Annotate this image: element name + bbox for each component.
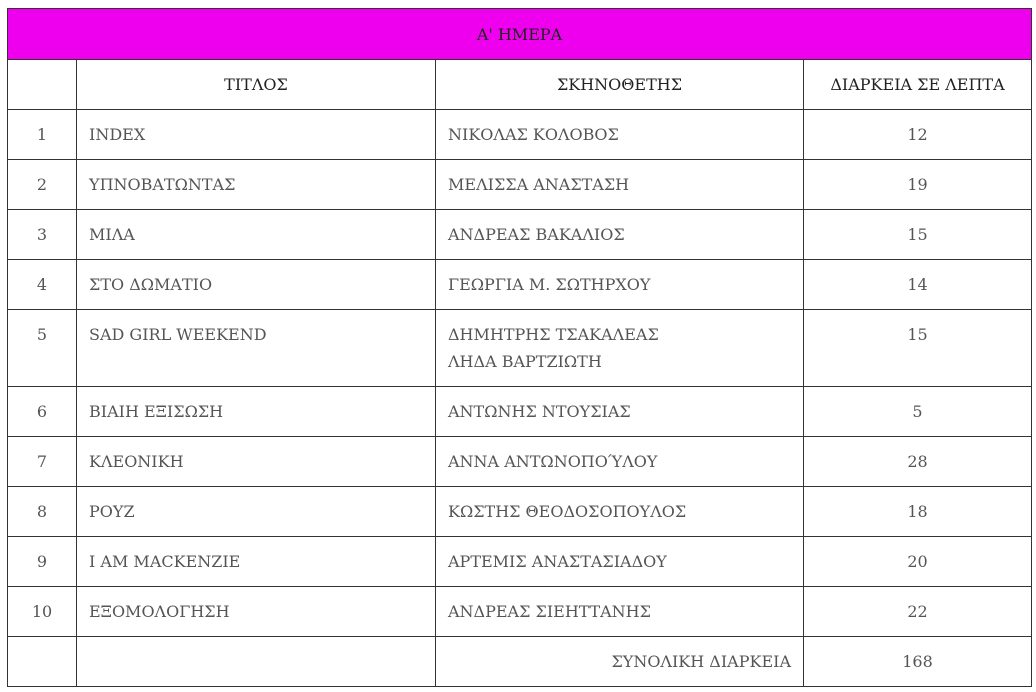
film-title: ΣΤΟ ΔΩΜΑΤΙΟ [77, 260, 436, 310]
director-name: ΑΝΔΡΕΑΣ ΒΑΚΑΛΙΟΣ [448, 225, 625, 244]
row-number: 9 [8, 537, 77, 587]
director-cell [436, 260, 804, 310]
director-name: ΚΩΣΤΗΣ ΘΕΟΔΟΣΟΠΟΥΛΟΣ [448, 502, 687, 521]
director-cell [436, 210, 804, 260]
table-row [8, 487, 1032, 537]
director-cell [436, 487, 804, 537]
duration-value: 15 [804, 310, 1032, 387]
row-number: 10 [8, 587, 77, 637]
row-number: 7 [8, 437, 77, 487]
column-header-row [8, 60, 1032, 110]
film-title: I AM MACKENZIE [77, 537, 436, 587]
duration-value: 5 [804, 387, 1032, 437]
film-title: ΕΞΟΜΟΛΟΓΗΣΗ [77, 587, 436, 637]
duration-value: 14 [804, 260, 1032, 310]
director-name: ΔΗΜΗΤΡΗΣ ΤΣΑΚΑΛΕΑΣ [448, 325, 659, 344]
row-number: 1 [8, 110, 77, 160]
duration-value: 12 [804, 110, 1032, 160]
duration-value: 19 [804, 160, 1032, 210]
duration-value: 18 [804, 487, 1032, 537]
table-row [8, 587, 1032, 637]
duration-value: 20 [804, 537, 1032, 587]
schedule-table [7, 8, 1032, 687]
total-empty-cell [77, 637, 436, 687]
table-row [8, 260, 1032, 310]
total-label: ΣΥΝΟΛΙΚΗ ΔΙΑΡΚΕΙΑ [436, 637, 804, 687]
film-title: ΚΛΕΟΝΙΚΗ [77, 437, 436, 487]
table-row [8, 437, 1032, 487]
film-title: ΜΙΛΑ [77, 210, 436, 260]
duration-value: 22 [804, 587, 1032, 637]
director-name: ΑΝΔΡΕΑΣ ΣΙΕΗΤΤΑΝΗΣ [448, 602, 651, 621]
film-title: ΒΙΑΙΗ ΕΞΙΣΩΣΗ [77, 387, 436, 437]
director-name: ΑΡΤΕΜΙΣ ΑΝΑΣΤΑΣΙΑΔΟΥ [448, 552, 667, 571]
table-row [8, 387, 1032, 437]
day-header: Α' ΗΜΕΡΑ [8, 9, 1032, 60]
total-empty-cell [8, 637, 77, 687]
director-name: ΓΕΩΡΓΙΑ Μ. ΣΩΤΗΡΧΟΥ [448, 275, 651, 294]
column-header-number [8, 60, 77, 110]
director-cell [436, 437, 804, 487]
duration-value: 28 [804, 437, 1032, 487]
director-name: ΝΙΚΟΛΑΣ ΚΟΛΟΒΟΣ [448, 125, 619, 144]
column-header-director: ΣΚΗΝΟΘΕΤΗΣ [436, 60, 804, 110]
row-number: 5 [8, 310, 77, 387]
director-cell [436, 110, 804, 160]
film-title: ΡΟΥΖ [77, 487, 436, 537]
director-name: ΜΕΛΙΣΣΑ ΑΝΑΣΤΑΣΗ [448, 175, 630, 194]
director-cell [436, 537, 804, 587]
director-cell [436, 587, 804, 637]
table-row [8, 110, 1032, 160]
director-name: ΑΝΤΩΝΗΣ ΝΤΟΥΣΙΑΣ [448, 402, 631, 421]
row-number: 4 [8, 260, 77, 310]
row-number: 3 [8, 210, 77, 260]
table-row [8, 537, 1032, 587]
duration-value: 15 [804, 210, 1032, 260]
column-header-title: ΤΙΤΛΟΣ [77, 60, 436, 110]
column-header-duration: ΔΙΑΡΚΕΙΑ ΣΕ ΛΕΠΤΑ [804, 60, 1032, 110]
row-number: 8 [8, 487, 77, 537]
director-cell [436, 160, 804, 210]
table-row [8, 160, 1032, 210]
row-number: 6 [8, 387, 77, 437]
film-title: SAD GIRL WEEKEND [77, 310, 436, 387]
table-row [8, 310, 1032, 387]
total-value: 168 [804, 637, 1032, 687]
director-cell [436, 310, 804, 387]
row-number: 2 [8, 160, 77, 210]
director-name: ΛΗΔΑ ΒΑΡΤΖΙΩΤΗ [448, 352, 602, 371]
director-name: ΑΝΝΑ ΑΝΤΩΝΟΠΟΎΛΟΥ [448, 452, 658, 471]
director-cell [436, 387, 804, 437]
table-row [8, 210, 1032, 260]
total-row [8, 637, 1032, 687]
film-title: ΥΠΝΟΒΑΤΩΝΤΑΣ [77, 160, 436, 210]
film-title: INDEX [77, 110, 436, 160]
